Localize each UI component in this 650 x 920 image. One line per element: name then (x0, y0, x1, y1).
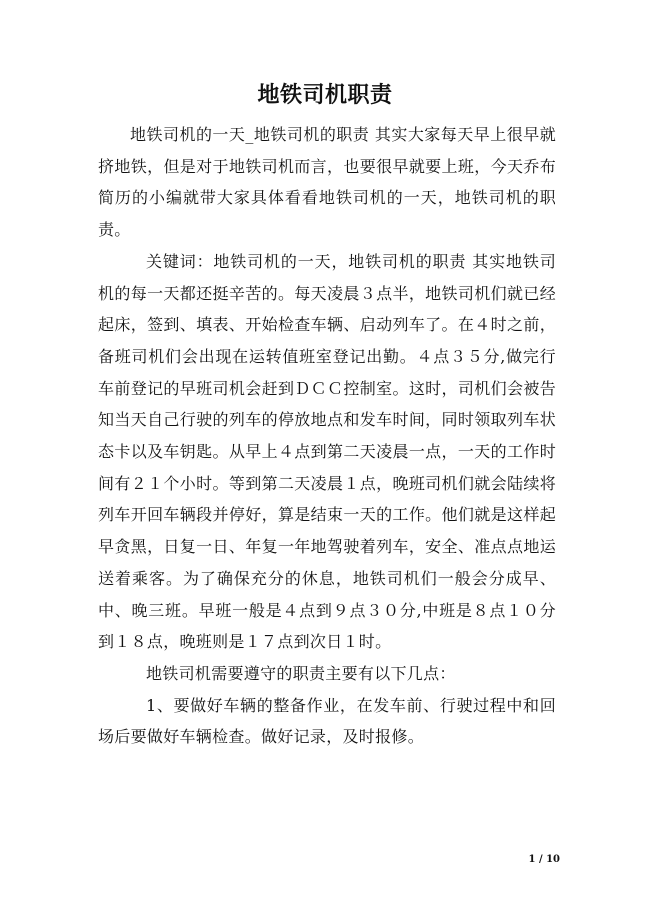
paragraph-keywords: 关键词：地铁司机的一天，地铁司机的职责 其实地铁司机的每一天都还挺辛苦的。每天凌晨３点半，地铁司机们就已经起床，签到、填表、开始检查车辆、启动列车了。在４时之前，备班司机们会出现在运转值班室登记出勤。４点３５分,做完行车前登记的早班司机会赶到ＤＣＣ控制室。这时，司机们会被告知当天自己行驶的列车的停放地点和发车时间，同时领取列车状态卡以及车钥匙。从早上４点到第二天凌晨一点，一天的工作时间有２１个小时。等到第二天凌晨１点，晚班司机们就会陆续将列车开回车辆段并停好，算是结束一天的工作。他们就是这样起早贪黑，日复一日、年复一年地驾驶着列车，安全、准点点地运送着乘客。为了确保充分的休息，地铁司机们一般会分成早、中、晚三班。早班一般是４点到９点３０分,中班是８点１０分到１８点，晚班则是１７点到次日１时。 (98, 251, 556, 652)
document-body (98, 119, 556, 753)
paragraph-duty-1: 1、要做好车辆的整备作业，在发车前、行驶过程中和回场后要做好车辆检查。做好记录，及时报修。 (98, 695, 556, 747)
paragraph-duties-heading: 地铁司机需要遵守的职责主要有以下几点： (146, 663, 456, 683)
page-number: 1 / 10 (528, 854, 560, 865)
document-title: 地铁司机职责 (257, 82, 393, 108)
paragraph-intro: 地铁司机的一天_地铁司机的职责 其实大家每天早上很早就挤地铁，但是对于地铁司机而言，也要很早就要上班，今天乔布简历的小编就带大家具体看看地铁司机的一天，地铁司机的职责。 (98, 125, 556, 240)
